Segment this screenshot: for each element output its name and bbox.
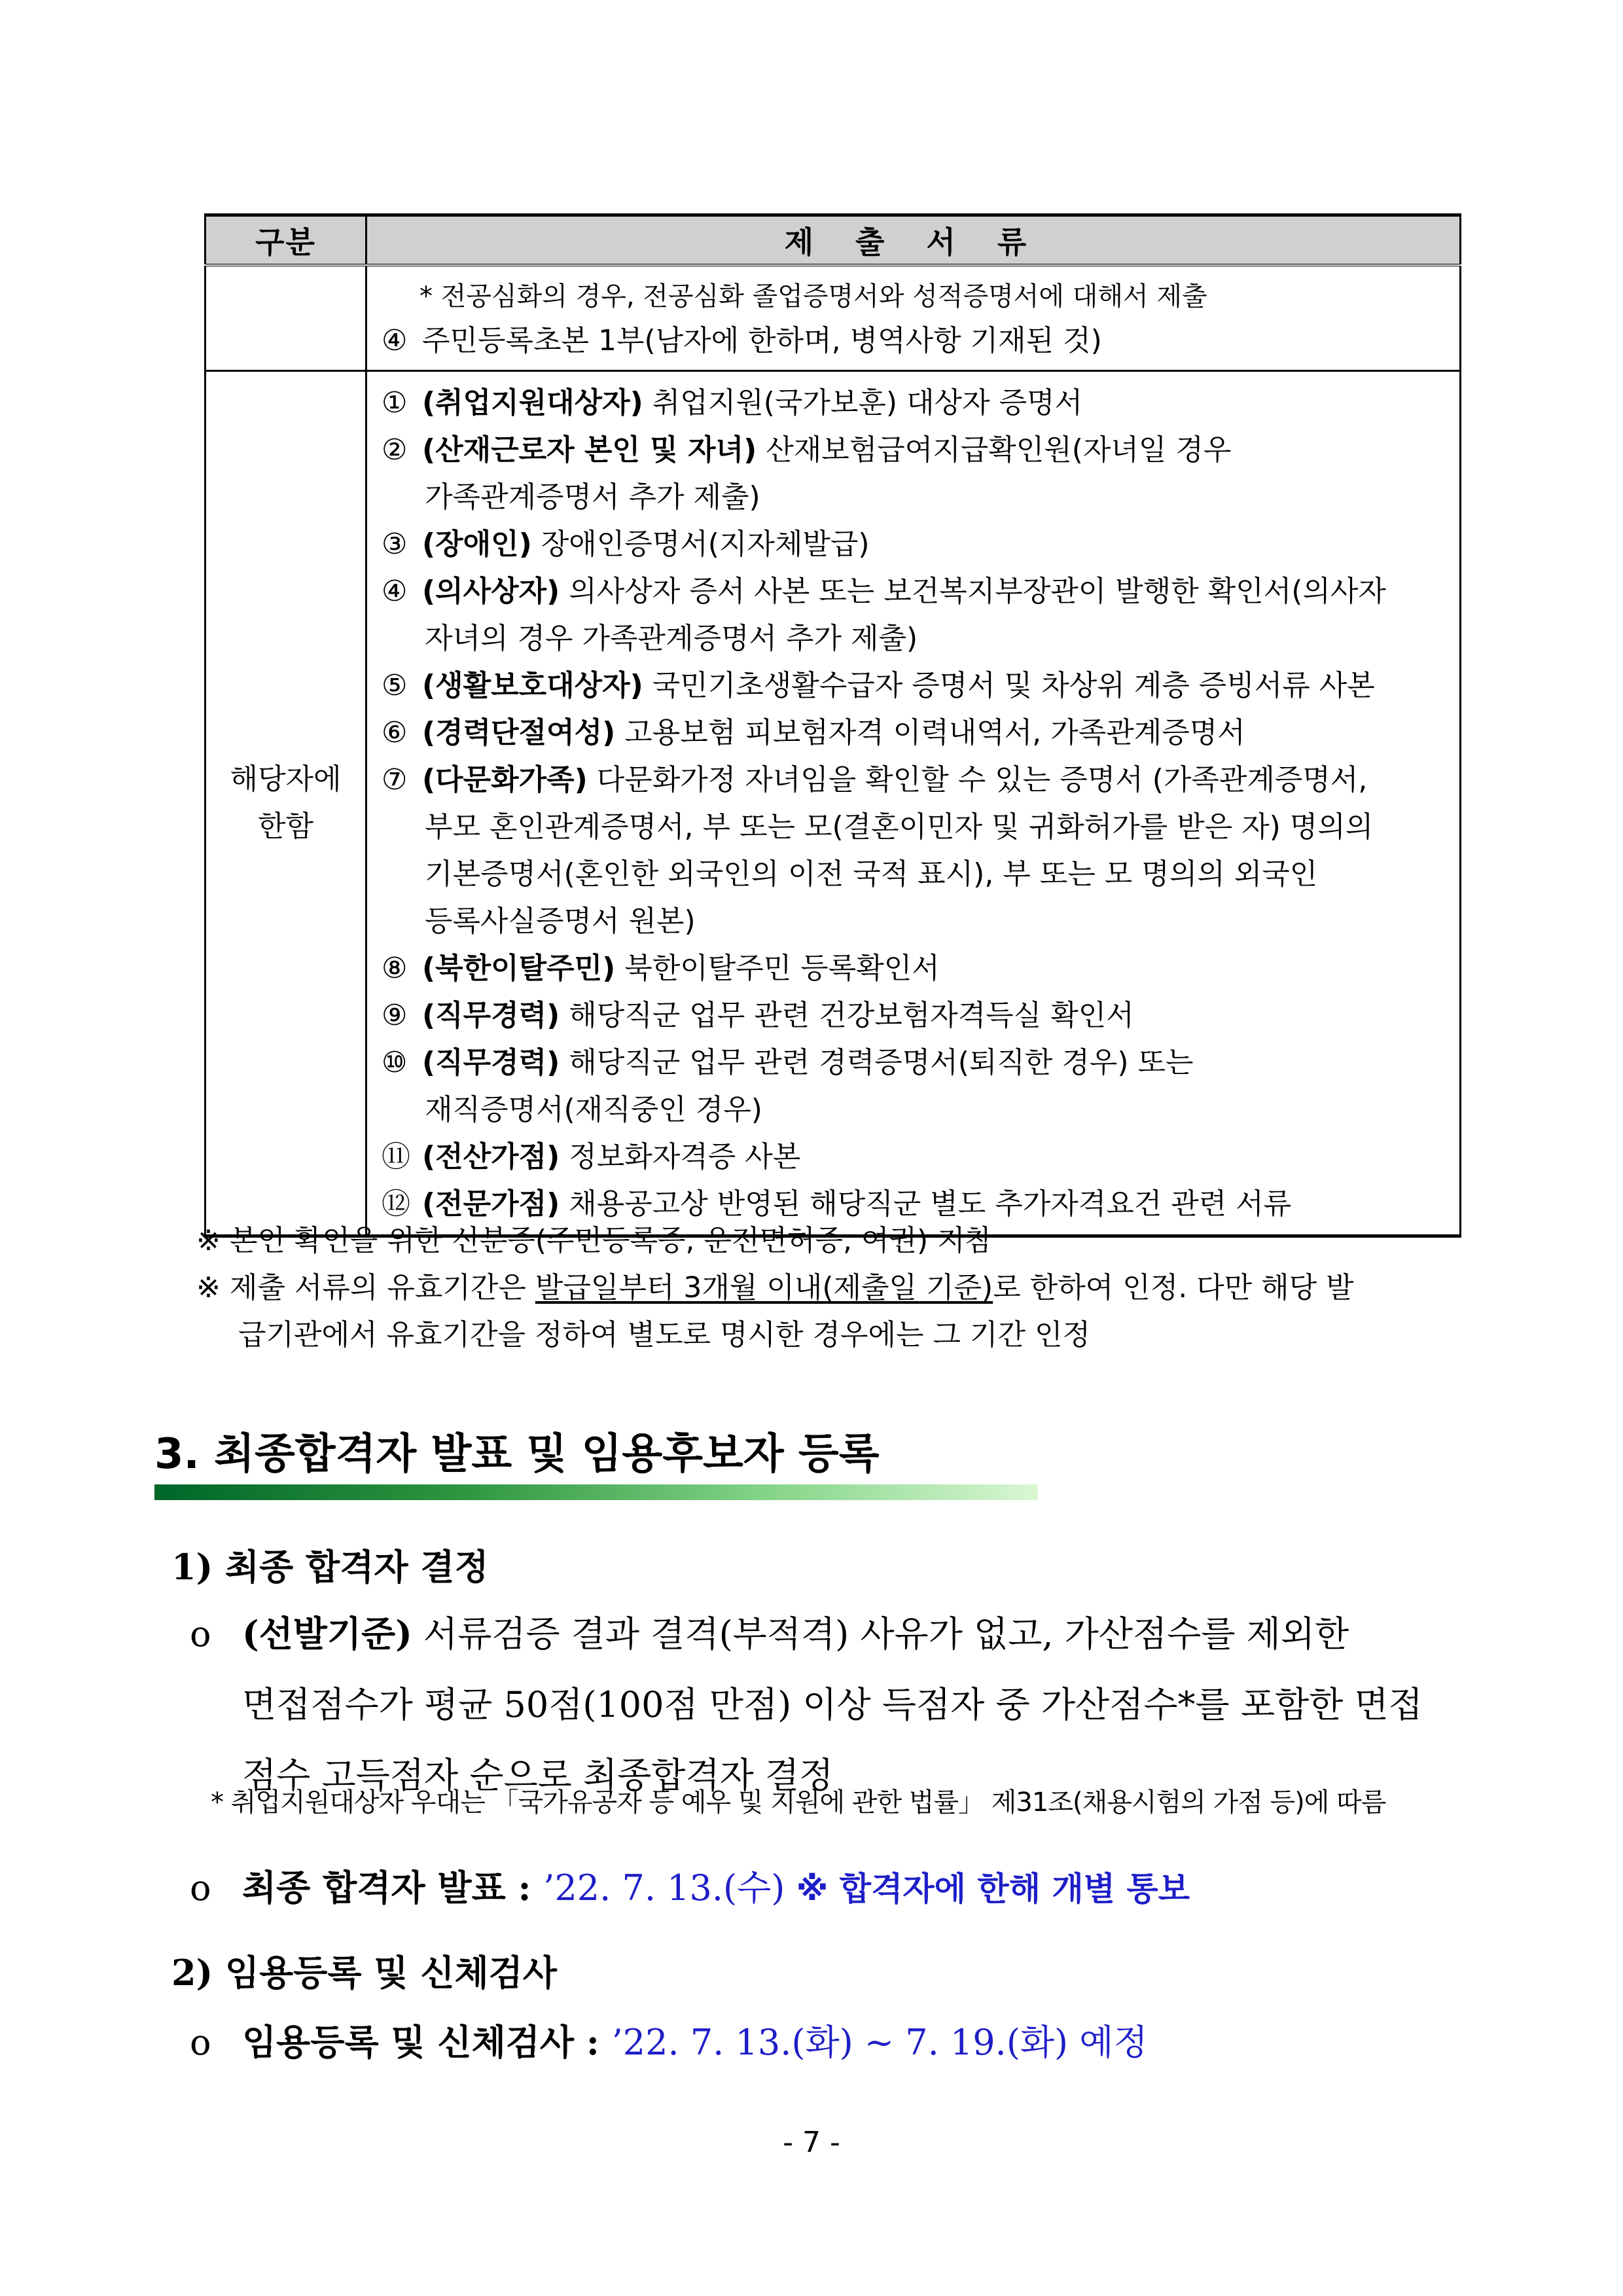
list-item: ② (산재근로자 본인 및 자녀) 산재보험급여지급확인원(자녀일 경우 [382,433,1232,467]
documents-cell [366,371,1461,1236]
header-category: 구분 [205,215,366,266]
list-item: ⑪ (전산가점) 정보화자격증 사본 [382,1140,801,1174]
bullet-icon: o [190,2022,211,2063]
list-item: ⑦ (다문화가족) 다문화가정 자녀임을 확인할 수 있는 증명서 (가족관계증명서, [382,763,1368,797]
page-number: - 7 - [783,2126,840,2159]
list-item-continuation: 자녀의 경우 가족관계증명서 추가 제출) [425,622,918,655]
documents-cell [366,265,1461,371]
list-item-continuation: 가족관계증명서 추가 제출) [425,480,760,514]
list-item: ⑧ (북한이탈주민) 북한이탈주민 등록확인서 [382,952,940,985]
list-item-continuation: 등록사실증명서 원본) [425,905,696,938]
section-title-bar [154,1484,1038,1500]
list-item: ③ (장애인) 장애인증명서(지자체발급) [382,528,870,561]
table-header-row [205,215,1461,266]
subheading-registration: 2) 임용등록 및 신체검사 [171,1952,557,1994]
section-title: 3. 최종합격자 발표 및 임용후보자 등록 [154,1430,880,1479]
subheading-final-decision: 1) 최종 합격자 결정 [171,1546,489,1588]
list-item: ⑥ (경력단절여성) 고용보험 피보험자격 이력내역서, 가족관계증명서 [382,716,1245,749]
selection-criteria: o (선발기준) 서류검증 결과 결격(부적격) 사유가 없고, 가산점수를 제외한 면접점수가 평균 50점(100점 만점) 이상 득점자 중 가산점수*를 포함한 면접 점수 고득점자 순으로 최종합격자 결정 [190,1598,1466,1811]
validity-note: ※ 제출 서류의 유효기간은 발급일부터 3개월 이내(제출일 기준)로 한하여 인정. 다만 해당 발 [196,1271,1354,1304]
major-note: * 전공심화의 경우, 전공심화 졸업증명서와 성적증명서에 대해서 제출 [419,281,1207,312]
list-item: ⑩ (직무경력) 해당직군 업무 관련 경력증명서(퇴직한 경우) 또는 [382,1046,1194,1079]
category-cell: 해당자에 한함 [205,371,366,1236]
header-documents: 제 출 서 류 [366,215,1461,266]
list-item-continuation: 기본증명서(혼인한 외국인의 이전 국적 표시), 부 또는 모 명의의 외국인 [425,857,1318,891]
documents-table [204,213,1461,1238]
id-note: ※ 본인 확인을 위한 신분증(주민등록증, 운전면허증, 여권) 지참 [196,1224,993,1257]
validity-note-cont: 급기관에서 유효기간을 정하여 별도로 명시한 경우에는 그 기간 인정 [238,1318,1090,1352]
list-item-continuation: 부모 혼인관계증명서, 부 또는 모(결혼이민자 및 귀화허가를 받은 자) 명의의 [425,810,1374,844]
list-item: ① (취업지원대상자) 취업지원(국가보훈) 대상자 증명서 [382,386,1083,420]
table-row [205,265,1461,371]
list-item: ⑫ (전문가점) 채용공고상 반영된 해당직군 별도 추가자격요건 관련 서류 [382,1187,1292,1221]
list-item: ④ 주민등록초본 1부(남자에 한하며, 병역사항 기재된 것) [382,324,1102,357]
list-item: ④ (의사상자) 의사상자 증서 사본 또는 보건복지부장관이 발행한 확인서(의사자 [382,575,1386,608]
list-item: ⑨ (직무경력) 해당직군 업무 관련 건강보험자격득실 확인서 [382,999,1134,1032]
footnote-preference: * 취업지원대상자 우대는 「국가유공자 등 예우 및 지원에 관한 법률」 제31조(채용시험의 가점 등)에 따름 [211,1787,1386,1818]
table-row [205,371,1461,1236]
list-item-continuation: 재직증명서(재직중인 경우) [425,1093,762,1126]
bullet-icon: o [190,1867,211,1909]
table-notes [196,1217,1466,1359]
registration-line: o 임용등록 및 신체검사 : ’22. 7. 13.(화) ~ 7. 19.(화) 예정 [190,2021,1148,2063]
category-cell-empty [205,265,366,371]
announcement-line: o 최종 합격자 발표 : ’22. 7. 13.(수) ※ 합격자에 한해 개별 통보 [190,1867,1190,1909]
bullet-icon: o [190,1613,211,1655]
list-item: ⑤ (생활보호대상자) 국민기초생활수급자 증명서 및 차상위 계층 증빙서류 사본 [382,669,1375,702]
